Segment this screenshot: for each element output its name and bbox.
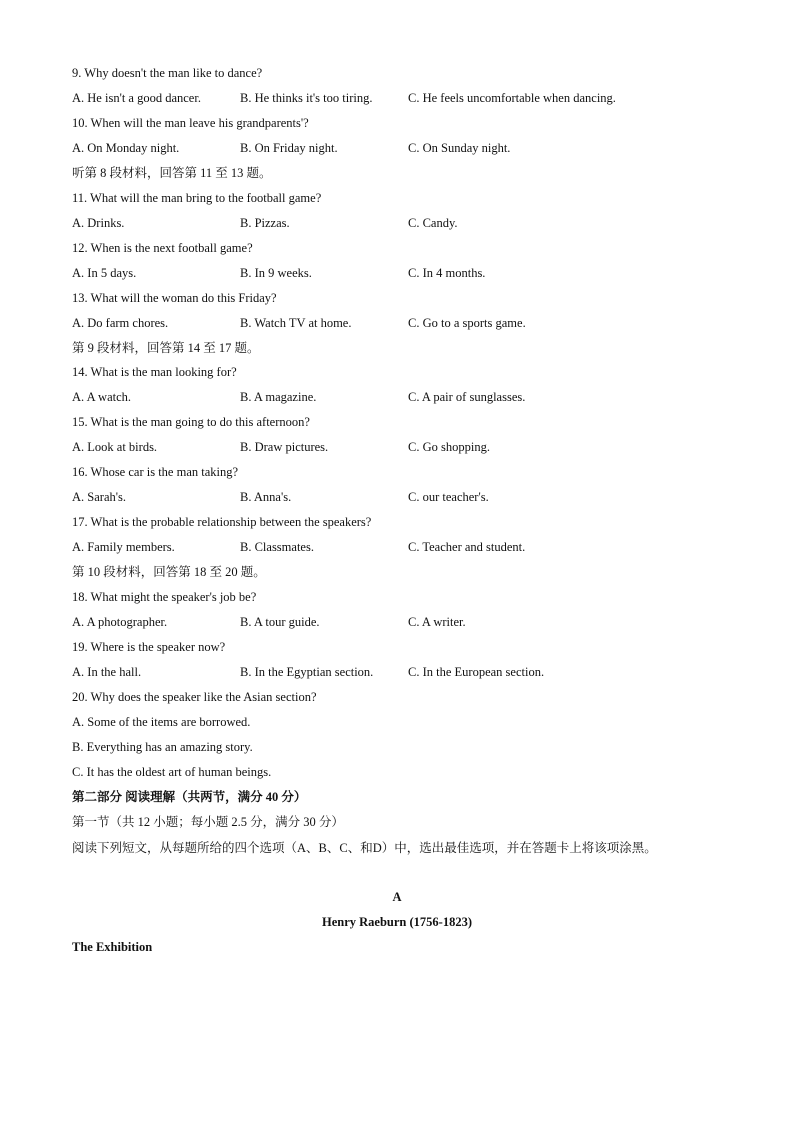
section-instruction-9: 第 9 段材料，回答第 14 至 17 题。 (72, 341, 260, 355)
passage-subheading: The Exhibition (72, 940, 153, 954)
reading-instructions: 阅读下列短文，从每题所给的四个选项（A、B、C、和D）中，选出最佳选项，并在答题卡上将该项涂黑。 (72, 841, 657, 855)
option-b: B. Watch TV at home. (240, 316, 352, 330)
option-b: B. Classmates. (240, 540, 314, 554)
option-c: C. He feels uncomfortable when dancing. (408, 91, 616, 105)
question-9: 9. Why doesn't the man like to dance? (72, 66, 263, 80)
section-instruction-10: 第 10 段材料，回答第 18 至 20 题。 (72, 565, 266, 579)
option-c: C. On Sunday night. (408, 141, 511, 155)
option-b: B. On Friday night. (240, 141, 338, 155)
option-b: B. In 9 weeks. (240, 266, 312, 280)
option-c: C. Go shopping. (408, 440, 490, 454)
option-20-c: C. It has the oldest art of human beings. (72, 765, 272, 779)
question-16: 16. Whose car is the man taking? (72, 465, 239, 479)
section-one-heading: 第一节（共 12 小题；每小题 2.5 分，满分 30 分） (72, 815, 344, 829)
option-b: B. Draw pictures. (240, 440, 329, 454)
option-20-a: A. Some of the items are borrowed. (72, 715, 251, 729)
option-a: A. Do farm chores. (72, 316, 169, 330)
option-a: A. Family members. (72, 540, 175, 554)
option-b: B. A tour guide. (240, 615, 320, 629)
question-11: 11. What will the man bring to the football game? (72, 191, 322, 205)
option-b: B. He thinks it's too tiring. (240, 91, 373, 105)
option-c: C. In 4 months. (408, 266, 486, 280)
option-a: A. Sarah's. (72, 490, 126, 504)
option-a: A. A watch. (72, 390, 132, 404)
option-c: C. our teacher's. (408, 490, 489, 504)
option-a: A. Drinks. (72, 216, 125, 230)
option-a: A. In 5 days. (72, 266, 137, 280)
option-c: C. Teacher and student. (408, 540, 526, 554)
option-a: A. On Monday night. (72, 141, 180, 155)
passage-title: Henry Raeburn (1756-1823) (322, 915, 472, 929)
section-instruction-8: 听第 8 段材料，回答第 11 至 13 题。 (72, 166, 272, 180)
question-13: 13. What will the woman do this Friday? (72, 291, 277, 305)
option-c: C. A writer. (408, 615, 466, 629)
question-20: 20. Why does the speaker like the Asian section? (72, 690, 317, 704)
option-a: A. A photographer. (72, 615, 168, 629)
option-b: B. A magazine. (240, 390, 317, 404)
option-c: C. Candy. (408, 216, 458, 230)
option-c: C. Go to a sports game. (408, 316, 526, 330)
part-two-heading: 第二部分 阅读理解（共两节，满分 40 分） (72, 790, 307, 804)
passage-letter: A (392, 890, 402, 904)
option-b: B. Anna's. (240, 490, 292, 504)
question-17: 17. What is the probable relationship between the speakers? (72, 515, 372, 529)
option-20-b: B. Everything has an amazing story. (72, 740, 253, 754)
option-c: C. In the European section. (408, 665, 545, 679)
option-a: A. In the hall. (72, 665, 142, 679)
option-a: A. He isn't a good dancer. (72, 91, 201, 105)
option-a: A. Look at birds. (72, 440, 158, 454)
option-b: B. In the Egyptian section. (240, 665, 374, 679)
question-19: 19. Where is the speaker now? (72, 640, 226, 654)
option-c: C. A pair of sunglasses. (408, 390, 526, 404)
option-b: B. Pizzas. (240, 216, 290, 230)
question-18: 18. What might the speaker's job be? (72, 590, 257, 604)
question-14: 14. What is the man looking for? (72, 365, 237, 379)
question-12: 12. When is the next football game? (72, 241, 253, 255)
question-15: 15. What is the man going to do this afternoon? (72, 415, 310, 429)
question-10: 10. When will the man leave his grandparents'? (72, 116, 309, 130)
